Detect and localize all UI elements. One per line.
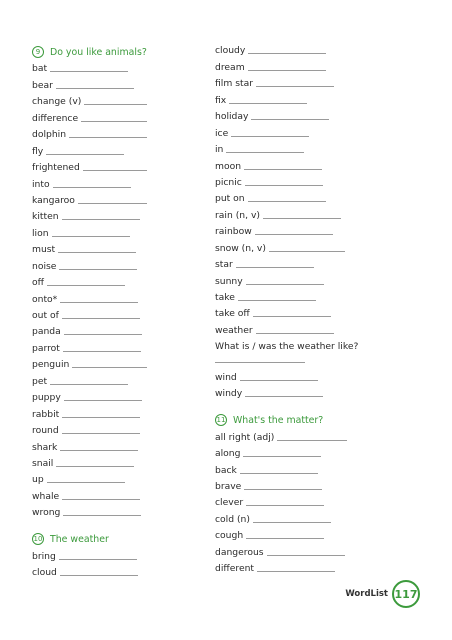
word-entry [215,558,385,574]
write-in-line [256,86,334,87]
page-number-badge: 117 [392,580,420,608]
word-label: different [215,563,255,575]
word-entry [215,139,385,155]
word-label: snow (n, v) [215,242,266,254]
write-in-line [56,466,134,467]
word-entry [32,354,182,370]
word-entry [32,58,182,74]
word-entry [215,172,385,188]
word-label: difference [32,112,79,124]
write-in-line [64,334,142,335]
write-in-line [58,252,136,253]
word-label: shark [32,441,58,453]
word-label: cloudy [215,45,246,57]
word-entry [32,502,182,518]
write-in-line [69,137,147,138]
section-number: 9 [32,46,44,58]
word-entry [32,403,182,419]
write-in-line [47,482,125,483]
word-entry [215,204,385,220]
word-entry [32,255,182,271]
word-label: whale [32,490,60,502]
write-in-line [62,318,140,319]
write-in-line [50,71,128,72]
word-label: star [215,259,233,271]
write-in-line [243,456,321,457]
word-entry [32,272,182,288]
word-label: rainbow [215,226,252,238]
write-in-line [248,70,326,71]
write-in-line [60,575,138,576]
word-label: take [215,292,235,303]
word-label: fix [215,94,227,106]
word-entry [215,56,385,72]
write-in-line [50,384,128,385]
footer [345,580,420,608]
word-entry [32,190,182,206]
word-entry [215,319,385,335]
word-entry [215,287,385,303]
write-in-line [245,185,323,186]
section-number: 10 [33,535,43,544]
write-in-line [62,417,140,418]
write-in-line [83,170,147,171]
word-label: bear [32,79,53,91]
word-entry [32,107,182,123]
write-in-line [62,433,140,434]
write-in-line [231,136,309,137]
word-entry [32,420,182,436]
word-entry [215,73,385,89]
word-label: wrong [32,507,61,519]
word-entry [32,337,182,353]
write-in-line [246,538,324,539]
word-entry [215,383,385,399]
write-in-line [244,489,322,490]
word-entry [215,303,385,319]
write-in-line [60,450,138,451]
word-label: into [32,178,50,190]
write-in-line [238,300,316,301]
word-label: frightened [32,162,80,174]
write-in-line [244,169,322,170]
word-entry [32,545,182,561]
write-in-line [246,505,324,506]
write-in-line [236,267,314,268]
word-label: must [32,244,56,256]
word-label: weather [215,324,253,336]
right-column [215,40,385,574]
wordlist-label: WordList [345,589,388,599]
word-label: puppy [32,392,61,404]
write-in-line [240,473,318,474]
word-entry [32,173,182,189]
word-entry [32,469,182,485]
word-label: cloud [32,567,57,579]
word-label: snail [32,457,54,469]
write-in-line [263,218,341,219]
write-in-line [53,187,131,188]
write-in-line [56,88,134,89]
word-entry [215,492,385,508]
word-label: fly [32,145,44,157]
write-in-line [256,333,334,334]
word-entry [215,426,385,442]
word-label: kitten [32,211,59,223]
write-in-line [62,499,140,500]
write-in-line [64,400,142,401]
write-in-line [240,380,318,381]
word-label: in [215,144,224,156]
word-label: sunny [215,275,243,287]
word-entry [32,436,182,452]
word-label: all right (adj) [215,431,275,443]
write-in-line [63,515,141,516]
word-label: dangerous [215,546,264,558]
word-label: along [215,448,241,460]
write-in-line [47,285,125,286]
word-entry [215,122,385,138]
write-in-line [59,269,137,270]
word-entry [215,155,385,171]
answer-line [215,352,385,366]
section-9-heading [32,40,182,58]
write-in-line [253,522,331,523]
word-label: penguin [32,359,70,371]
write-in-line [226,152,304,153]
write-in-line [267,555,345,556]
word-label: up [32,474,44,486]
word-label: rain (n, v) [215,209,260,221]
word-label: dolphin [32,129,67,141]
write-in-line [245,396,323,397]
write-in-line [257,571,335,572]
word-label: lion [32,227,49,239]
word-label: bring [32,550,56,562]
section-title: What's the matter? [233,415,324,427]
word-label: onto* [32,293,58,305]
word-label: noise [32,260,57,272]
word-entry [32,124,182,140]
write-in-line [229,103,307,104]
word-label: dream [215,61,245,73]
word-entry [32,91,182,107]
section-10-heading [32,527,182,545]
word-entry [215,476,385,492]
write-in-line [248,201,326,202]
write-in-line [246,284,324,285]
word-entry [32,562,182,578]
question-entry [215,336,385,352]
word-label: clever [215,497,244,509]
word-label: parrot [32,342,60,354]
write-in-line [78,203,147,204]
word-label: change (v) [32,96,82,108]
word-entry [32,157,182,173]
word-label: ice [215,127,229,139]
word-entry [32,288,182,304]
word-label: panda [32,326,61,338]
word-label: picnic [215,176,242,188]
word-entry [32,140,182,156]
word-entry [215,40,385,56]
write-in-line [72,367,147,368]
word-entry [32,222,182,238]
word-entry [32,485,182,501]
word-entry [32,305,182,321]
write-in-line [277,440,347,441]
write-in-line [84,104,147,105]
left-column [32,40,182,578]
word-label: moon [215,160,242,172]
write-in-line [251,119,329,120]
word-label: wind [215,371,237,383]
write-in-line [46,154,124,155]
write-in-line [253,316,331,317]
word-label: put on [215,193,245,205]
word-label: round [32,425,59,437]
word-entry [32,453,182,469]
word-entry [215,188,385,204]
write-in-line [52,236,130,237]
word-entry [32,74,182,90]
word-label: off [32,277,44,289]
section-number: 11 [216,416,226,425]
section-11-heading [215,408,385,426]
word-entry [32,206,182,222]
word-label: holiday [215,111,249,123]
word-entry [32,239,182,255]
word-label: pet [32,375,48,387]
word-entry [32,321,182,337]
section-title: The weather [50,534,109,546]
word-label: bat [32,63,48,75]
write-in-line [255,234,333,235]
write-in-line [81,121,147,122]
word-label: film star [215,78,254,90]
word-label: cough [215,530,244,542]
write-in-line [269,251,345,252]
word-entry [215,443,385,459]
word-entry [215,89,385,105]
word-entry [215,237,385,253]
word-label: back [215,464,237,476]
write-in-line [60,302,138,303]
write-in-line [63,351,141,352]
word-entry [32,370,182,386]
word-entry [215,508,385,524]
word-entry [32,387,182,403]
question-text: What is / was the weather like? [215,341,359,353]
word-entry [215,525,385,541]
word-label: take off [215,308,250,320]
word-label: brave [215,480,242,492]
word-label: out of [32,310,59,321]
word-label: rabbit [32,408,60,420]
word-label: windy [215,388,243,400]
word-entry [215,254,385,270]
write-in-line [59,559,137,560]
word-label: cold (n) [215,513,250,525]
word-entry [215,221,385,237]
word-entry [215,106,385,122]
section-title: Do you like animals? [50,47,147,58]
word-entry [215,270,385,286]
word-entry [215,366,385,382]
write-in-line [248,53,326,54]
word-label: kangaroo [32,194,75,206]
write-in-line [62,219,140,220]
word-entry [215,459,385,475]
word-entry [215,541,385,557]
